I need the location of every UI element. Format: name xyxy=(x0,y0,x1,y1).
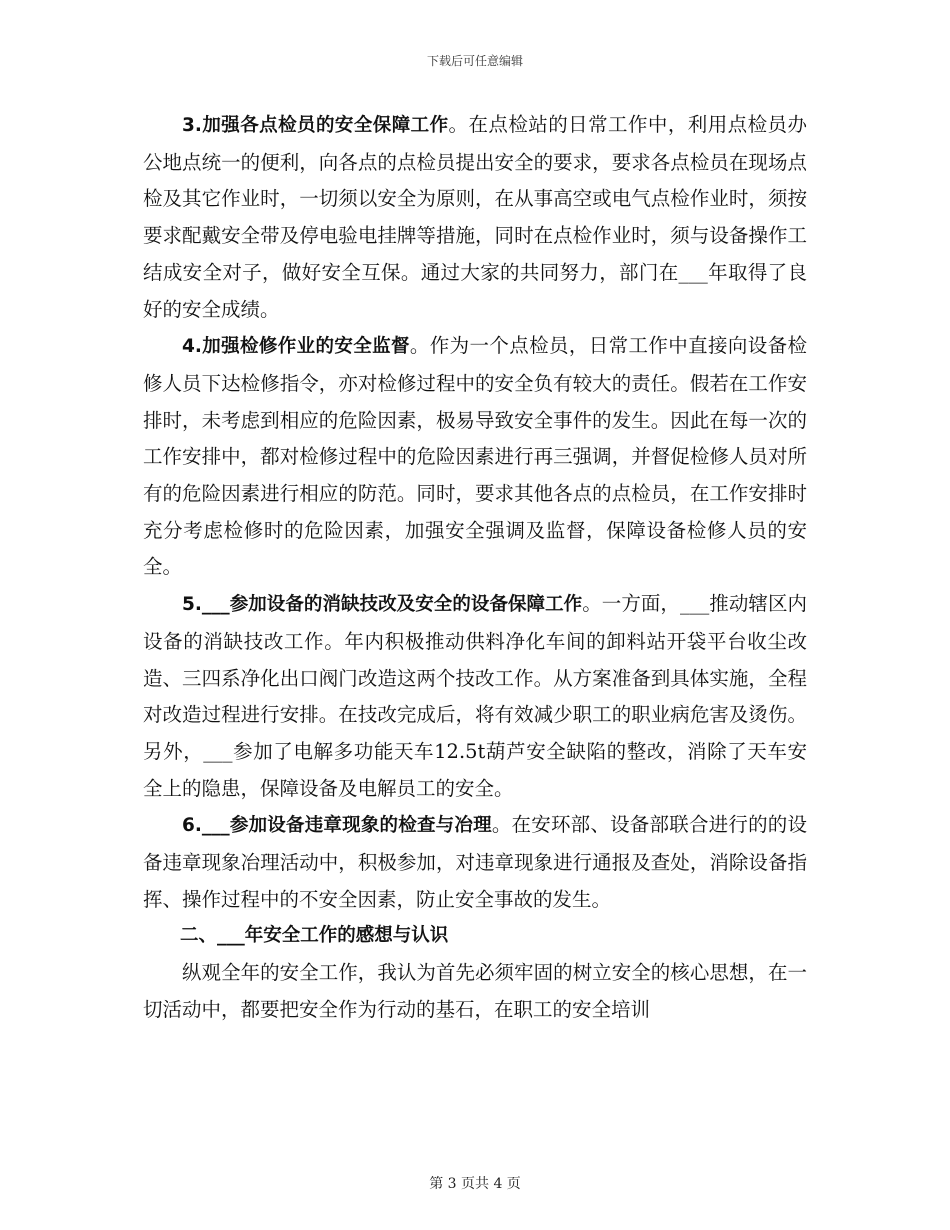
closing-paragraph: 纵观全年的安全工作，我认为首先必须牢固的树立安全的核心思想，在一切活动中，都要把安全作为行动的基石，在职工的安全培训 xyxy=(143,961,807,1021)
section-heading-2: 二、___年安全工作的感想与认识 xyxy=(180,925,449,947)
section-3-lead: 3.加强各点检员的安全保障工作 xyxy=(182,115,449,136)
section-5 xyxy=(143,586,807,807)
section-6 xyxy=(143,807,807,918)
section-5-lead: 5.___参加设备的消缺技改及安全的设备保障工作 xyxy=(182,594,583,616)
page-footer: 第 3 页共 4 页 xyxy=(429,1176,521,1192)
page-header: 下载后可任意编辑 xyxy=(426,54,523,68)
section-4-lead: 4.加强检修作业的安全监督 xyxy=(182,336,410,358)
section-4-body: 。作为一个点检员，日常工作中直接向设备检修人员下达检修指令，亦对检修过程中的安全负有较大的责任。假若在工作安排时，未考虑到相应的危险因素，极易导致安全事件的发生。因此在每一次的工作安排中，都对检修过程中的危险因素进行再三强调，并督促检修人员对所有的危险因素进行相应的防范。同时，要求其他各点的点检员，在工作安排时充分考虑检修时的危险因素，加强安全强调及监督，保障设备检修人员的安全。 xyxy=(143,334,807,579)
section-3 xyxy=(143,107,807,328)
section-3-body: 。在点检站的日常工作中，利用点检员办公地点统一的便利，向各点的点检员提出安全的要求，要求各点检员在现场点检及其它作业时，一切须以安全为原则，在从事高空或电气点检作业时，须按要求配戴安全带及停电验电挂牌等措施，同时在点检作业时，须与设备操作工结成安全对子，做好安全互保。通过大家的共同努力，部门在___年取得了良好的安全成绩。 xyxy=(143,113,807,321)
document-body xyxy=(143,107,807,1029)
section-5-body: 。一方面，___推动辖区内设备的消缺技改工作。年内积极推动供料净化车间的卸料站开袋平台收尘改造、三四系净化出口阀门改造这两个技改工作。从方案准备到具体实施，全程对改造过程进行安排。在技改完成后，将有效减少职工的职业病危害及烫伤。另外，___参加了电解多功能天车12.5t葫芦安全缺陷的整改，消除了天车安全上的隐患，保障设备及电解员工的安全。 xyxy=(143,592,807,800)
section-6-lead: 6.___参加设备违章现象的检查与冶理 xyxy=(182,815,492,837)
section-6-body: 。在安环部、设备部联合进行的的设备违章现象冶理活动中，积极参加，对违章现象进行通报及查处，消除设备指挥、操作过程中的不安全因素，防止安全事故的发生。 xyxy=(143,813,807,911)
section-4 xyxy=(143,328,807,586)
